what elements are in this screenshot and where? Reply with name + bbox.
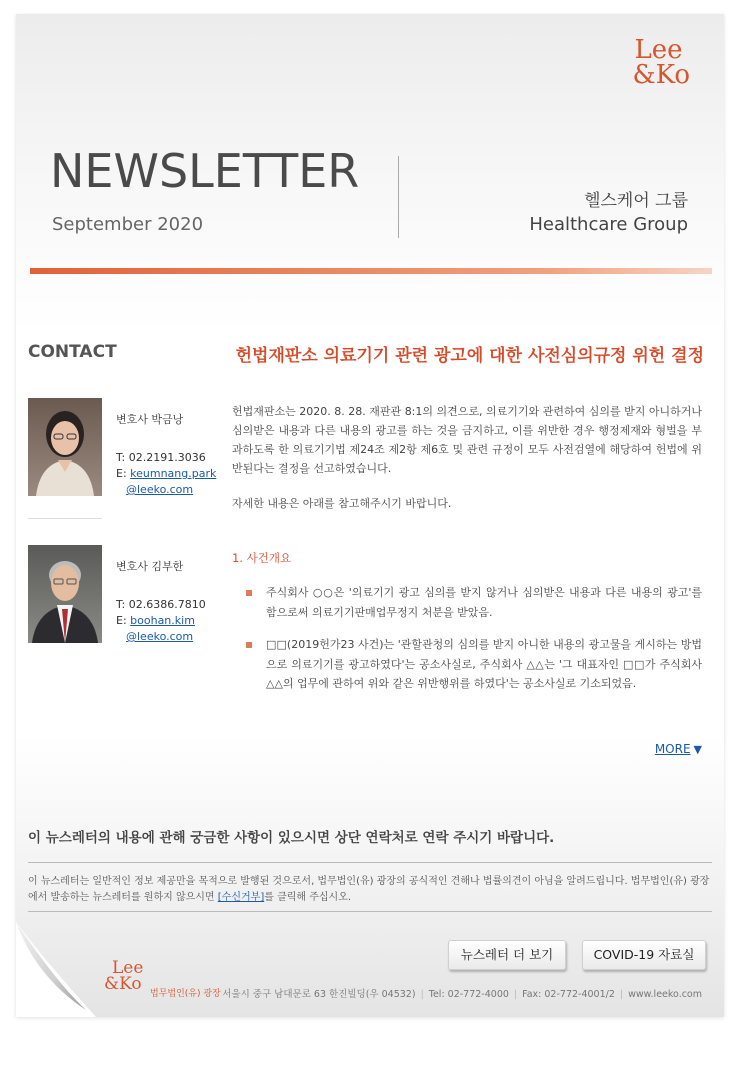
unsubscribe-link[interactable]: [수신거부] [217, 892, 265, 903]
covid19-resources-button[interactable]: COVID-19 자료실 [582, 940, 706, 970]
bullet-item [248, 635, 702, 694]
bullet-text: □□(2019헌가23 사건)는 '관할관청의 심의를 받지 아니한 내용의 광고물을 게시하는 방법으로 의료기기를 광고하였다'는 공소사실로, 주식회사 △△는 '그 대표자인 □□가 주식회사 △△의 업무에 관하여 위와 같은 위반행위를 하였다'는 공소사실로 기소되었음. [266, 638, 702, 690]
inquiry-text: 이 뉴스레터의 내용에 관해 궁금한 사항이 있으시면 상단 연락처로 연락 주시기 바랍니다. [28, 830, 555, 846]
article-title: 헌법재판소 의료기기 관련 광고에 대한 사전심의규정 위헌 결정 [235, 346, 704, 366]
more-newsletters-button[interactable]: 뉴스레터 더 보기 [448, 940, 566, 970]
disclaimer-text: 이 뉴스레터는 일반적인 정보 제공만을 목적으로 발행된 것으로서, 법무법인(유) 광장의 공식적인 견해나 법률의견이 아님을 알려드립니다. 법무법인(유) 광장에서 발송하는 뉴스레터를 원하지 않으시면 [28, 876, 710, 903]
lee-ko-footer-logo[interactable] [104, 960, 143, 992]
email-prefix: E: [116, 467, 131, 480]
issue-date: September 2020 [52, 214, 204, 235]
bullet-square-icon [246, 590, 252, 596]
contact-divider [28, 518, 102, 519]
newsletter-title: NEWSLETTER [50, 144, 360, 198]
header-divider [398, 156, 399, 238]
email-domain-link[interactable]: @leeko.com [126, 630, 194, 643]
contact-email-domain [126, 629, 193, 645]
email-link[interactable]: keumnang.park [130, 467, 217, 480]
logo-line-2: &Ko [632, 60, 690, 90]
page-curl-decoration [16, 922, 96, 1017]
contact-tel: T: 02.6386.7810 [116, 598, 206, 611]
email-prefix: E: [116, 614, 131, 627]
footer-address-line: 서울시 중구 남대문로 63 한진빌딩(우 04532) | Tel: 02-772-4000 | Fax: 02-772-4001/2 | www.leeko.com [222, 989, 702, 1000]
fax: Fax: 02-772-4001/2 [522, 989, 615, 1000]
contact-email [116, 613, 195, 629]
triangle-down-icon: ▼ [693, 743, 702, 756]
bullet-item [248, 583, 702, 622]
accent-bar [30, 268, 712, 274]
email-domain-link[interactable]: @leeko.com [126, 483, 194, 496]
firm-name: 법무법인(유) 광장 [150, 989, 221, 999]
contact-tel: T: 02.2191.3036 [116, 451, 206, 464]
contact-name: 변호사 박금낭 [116, 413, 184, 426]
more-label: MORE [654, 742, 691, 756]
contact-email [116, 466, 216, 482]
lawyer-photo [28, 545, 102, 643]
tel: Tel: 02-772-4000 [428, 989, 509, 1000]
contact-name: 변호사 김부한 [116, 560, 184, 573]
newsletter-sheet [16, 14, 724, 1017]
lawyer-photo [28, 398, 102, 496]
lee-ko-logo[interactable] [632, 35, 690, 90]
disclaimer-text-end: 를 클릭해 주십시오. [264, 892, 352, 903]
group-name-english: Healthcare Group [529, 214, 688, 235]
group-name-korean: 헬스케어 그룹 [584, 191, 688, 211]
footer-divider [28, 862, 712, 863]
address: 서울시 중구 남대문로 63 한진빌딩(우 04532) [222, 989, 416, 1000]
disclaimer [28, 874, 712, 906]
contact-email-domain [126, 482, 193, 498]
website-link[interactable]: www.leeko.com [628, 989, 702, 1000]
email-link[interactable]: boohan.kim [130, 614, 195, 627]
bullet-text: 주식회사 ○○은 '의료기기 광고 심의를 받지 않거나 심의받은 내용과 다른 내용의 광고'를 함으로써 의료기기판매업무정지 처분을 받았음. [266, 586, 702, 619]
article-paragraph: 헌법재판소는 2020. 8. 28. 재판관 8:1의 의견으로, 의료기기와 관련하여 심의를 받지 아니하거나 심의받은 내용과 다른 내용의 광고를 하는 것을 금지하고, 이를 위반한 경우 행정제재와 형벌을 부과하도록 한 의료기기법 제24조 제2항 제6호 및 관련 규정이 모두 사전검열에 해당하여 헌법에 위반된다는 결정을 선고하였습니다. [232, 405, 702, 475]
footer-divider [28, 911, 712, 912]
footer-logo-line-2: &Ko [104, 974, 142, 994]
footer-logo-line-1: Lee [112, 958, 144, 978]
bullet-square-icon [246, 642, 252, 648]
logo-line-1: Lee [634, 35, 683, 65]
article-paragraph: 자세한 내용은 아래를 참고해주시기 바랍니다. [232, 497, 452, 510]
more-link[interactable] [655, 742, 702, 756]
section-title: 1. 사건개요 [232, 551, 292, 565]
contact-heading: CONTACT [28, 342, 117, 362]
